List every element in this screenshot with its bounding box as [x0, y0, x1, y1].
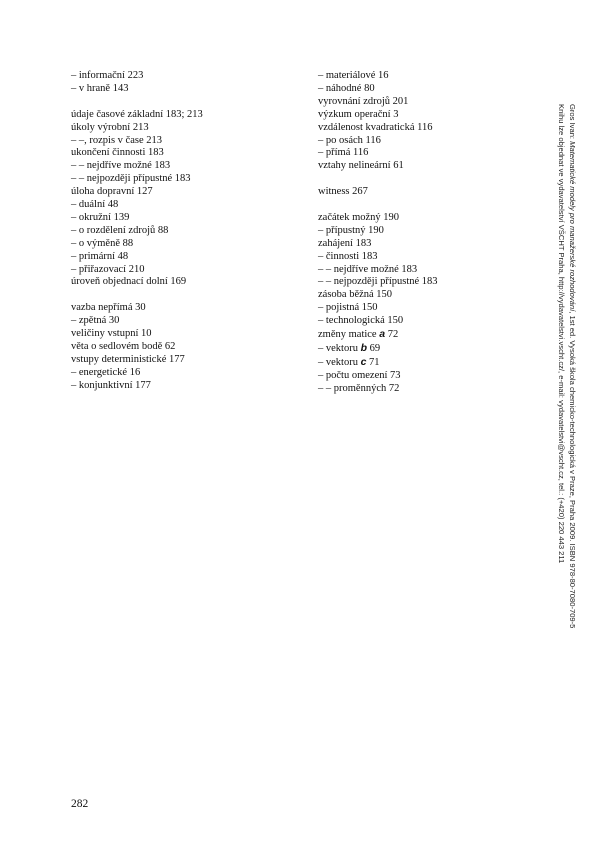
index-entry: – zpětná 30 — [71, 315, 120, 327]
index-entry: zásoba běžná 150 — [318, 289, 393, 301]
index-entry: – náhodné 80 — [318, 82, 375, 94]
index-entry: – materiálové 16 — [318, 70, 389, 81]
index-entry: vyrovnání zdrojů 201 — [318, 95, 409, 107]
index-entry: – okružní 139 — [71, 211, 130, 223]
index-entry: veličiny vstupní 10 — [71, 328, 152, 340]
index-entry: – vektoru c 71 — [318, 355, 380, 368]
bold-symbol: a — [379, 328, 386, 341]
index-entry: – konjunktivní 177 — [71, 379, 151, 391]
side-publication-note — [556, 104, 577, 628]
index-entry: výzkum operační 3 — [318, 108, 399, 120]
index-entry: – pojistná 150 — [318, 302, 378, 314]
index-entry: vstupy deterministické 177 — [71, 353, 185, 365]
index-entry: – o rozdělení zdrojů 88 — [71, 224, 169, 236]
index-entry: vazba nepřímá 30 — [71, 302, 146, 314]
index-column-right — [318, 70, 548, 396]
index-entry: – – nejdříve možné 183 — [71, 160, 171, 172]
index-entry: – vektoru b 69 — [318, 342, 381, 354]
index-entry: – primární 48 — [71, 250, 129, 262]
index-entry: – o výměně 88 — [71, 237, 134, 249]
index-entry: – technologická 150 — [318, 315, 404, 327]
index-entry: úroveň objednací dolní 169 — [71, 276, 187, 288]
index-entry: údaje časové základní 183; 213 — [71, 108, 203, 120]
index-entry: – přímá 116 — [318, 147, 369, 159]
entry-spacer — [71, 96, 301, 109]
index-entry: – v hraně 143 — [71, 82, 129, 94]
side-note-citation: Gros Ivan: Matematické modely pro manažerské rozhodování, 1st ed. Vysoká škola chemicko-technologická v Praze, Praha 2009. ISBN 978-80-7080-709-5 — [568, 104, 577, 629]
index-entry: – přiřazovací 210 — [71, 263, 145, 275]
index-entry: witness 267 — [318, 186, 368, 198]
index-entry: změny matice a 72 — [318, 328, 399, 341]
index-entry: úkoly výrobní 213 — [71, 121, 149, 133]
entry-spacer — [318, 199, 548, 212]
side-note-order-info: Knihu lze objednat ve vydavatelství VŠCHT Praha, http://vydavatelstvi.vscht.cz/, e-mail: vydavatelstvi@vscht.cz, tel.: (+420) 220 443 211 — [557, 104, 567, 564]
index-entry: – – nejpozději přípustné 183 — [318, 276, 438, 288]
index-entry: – počtu omezení 73 — [318, 369, 401, 381]
index-entry: – přípustný 190 — [318, 224, 384, 236]
index-entry: – činnosti 183 — [318, 250, 378, 262]
index-entry: – duální 48 — [71, 199, 119, 211]
bold-symbol: b — [360, 342, 367, 354]
index-entry: úloha dopravní 127 — [71, 186, 153, 198]
index-entry: vzdálenost kvadratická 116 — [318, 121, 433, 133]
index-entry: zahájení 183 — [318, 237, 372, 249]
index-entry: – – nejpozději přípustné 183 — [71, 173, 191, 185]
index-entry: věta o sedlovém bodě 62 — [71, 341, 176, 352]
index-entry: – energetické 16 — [71, 366, 141, 378]
entry-spacer — [318, 173, 548, 186]
index-column-left — [71, 70, 301, 393]
index-entry: – – nejdříve možné 183 — [318, 263, 418, 275]
index-entry: – –, rozpis v čase 213 — [71, 134, 162, 146]
index-entry: – po osách 116 — [318, 134, 381, 146]
entry-spacer — [71, 289, 301, 302]
index-entry: vztahy nelineární 61 — [318, 160, 404, 172]
index-entry: začátek možný 190 — [318, 211, 400, 223]
bold-symbol: c — [360, 355, 367, 368]
index-entry: ukončení činnosti 183 — [71, 147, 164, 159]
index-entry: – – proměnných 72 — [318, 382, 400, 394]
index-entry: – informační 223 — [71, 70, 144, 81]
page-number: 282 — [71, 798, 89, 810]
